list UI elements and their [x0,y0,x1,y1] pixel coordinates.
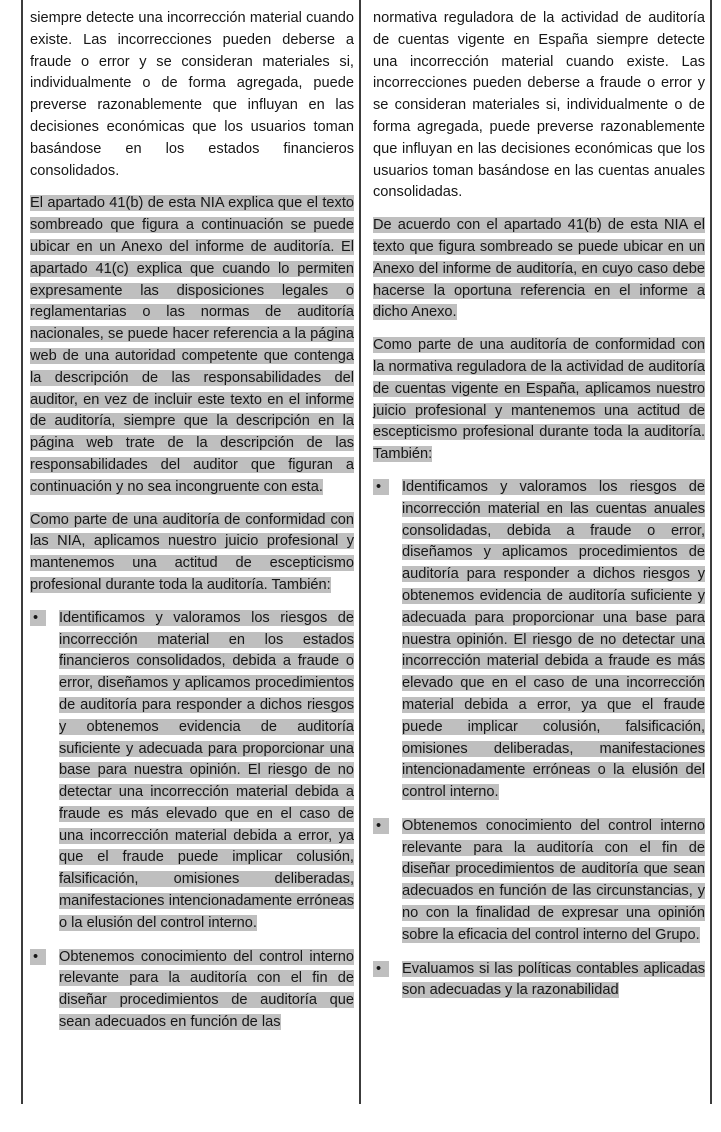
bullet-marker [373,477,402,804]
shaded-text: Identificamos y valoramos los riesgos de incorrección material en las cuentas anuales consolidadas, debida a fraude o error, diseñamos y aplicamos procedimientos de auditoría para responder a dichos riesgos y obtenemos evidencia de auditoría suficiente y adecuada para proporcionar una base para nuestra opinión. El riesgo de no detectar una incorrección material debida a fraude es más elevado que en el caso de una incorrección material debida a error, ya que el fraude puede implicar colusión, falsificación, omisiones deliberadas, manifestaciones intencionadamente erróneas o la elusión del control interno. [402,478,705,801]
note-paragraph-shaded-left [30,193,354,498]
two-column-table [21,0,712,1104]
column-right [361,0,710,1104]
bullet-marker [373,816,402,947]
bullet-glyph: • [373,479,389,495]
shaded-text: Obtenemos conocimiento del control interno relevante para la auditoría con el fin de diseñar procedimientos de auditoría que sean adecuados en función de las circunstancias, y no con la finalidad de expresar una opinión sobre la eficacia del control interno del Grupo. [402,817,705,943]
paragraph-audit-shaded-left [30,510,354,597]
paragraph-text: normativa reguladora de la actividad de auditoría de cuentas vigente en España siempre detecte una incorrección material cuando existe. Las incorrecciones pueden deberse a fraude o error y se consideran materiales si, individualmente o de forma agregada, puede preverse razonablemente que influyan en las decisiones económicas que los usuarios toman basándose en las cuentas anuales consolidadas. [373,10,705,201]
bullet-text [59,947,354,1034]
shaded-text: El apartado 41(b) de esta NIA explica que el texto sombreado que figura a continuación se puede ubicar en un Anexo del informe de auditoría. El apartado 41(c) explica que cuando lo permiten expresamente las disposiciones legales o reglamentarias o las normas de auditoría nacionales, se puede hacer referencia a la página web de una autoridad competente que contenga la descripción de las responsabilidades del auditor, en vez de incluir este texto en el informe de auditoría, siempre que la descripción en la página web trate de la descripción de las responsabilidades del auditor que figuran a continuación y no sea incongruente con esta. [30,195,354,495]
shaded-text: Obtenemos conocimiento del control interno relevante para la auditoría con el fin de diseñar procedimientos de auditoría que sean adecuados en función de las [59,948,354,1031]
bullet-item [373,959,705,1003]
bullet-item [373,816,705,947]
shaded-text: Como parte de una auditoría de conformidad con la normativa reguladora de la actividad de auditoría de cuentas vigente en España, aplicamos nuestro juicio profesional y mantenemos una actitud de escepticismo profesional durante toda la auditoría. También: [373,337,705,463]
shaded-text: De acuerdo con el apartado 41(b) de esta NIA el texto que figura sombreado se puede ubicar en un Anexo del informe de auditoría, en cuyo caso debe hacerse la oportuna referencia en el informe a dicho Anexo. [373,217,705,321]
paragraph-intro-right [373,8,705,204]
paragraph-text: siempre detecte una incorrección material cuando existe. Las incorrecciones pueden deberse a fraude o error y se consideran materiales si, individualmente o de forma agregada, puede preverse razonablemente que influyan en las decisiones económicas que los usuarios toman basándose en los estados financieros consolidados. [30,10,354,179]
note-paragraph-shaded-right [373,215,705,324]
bullet-glyph: • [373,961,389,977]
paragraph-intro-left [30,8,354,182]
bullet-marker [30,608,59,935]
shaded-text: Como parte de una auditoría de conformidad con las NIA, aplicamos nuestro juicio profesional y mantenemos una actitud de escepticismo profesional durante toda la auditoría. También: [30,511,354,593]
bullet-text [402,959,705,1003]
bullet-marker [30,947,59,1034]
bullet-text [402,816,705,947]
bullet-item [30,947,354,1034]
bullet-marker [373,959,402,1003]
shaded-text: Identificamos y valoramos los riesgos de incorrección material en los estados financieros consolidados, debida a fraude o error, diseñamos y aplicamos procedimientos de auditoría para responder a dichos riesgos y obtenemos evidencia de auditoría suficiente y adecuada para proporcionar una base para nuestra opinión. El riesgo de no detectar una incorrección material debida a fraude es más elevado que en el caso de una incorrección material debida a error, ya que el fraude puede implicar colusión, falsificación, omisiones deliberadas, manifestaciones intencionadamente erróneas o la elusión del control interno. [59,609,354,931]
bullet-text [402,477,705,804]
shaded-text: Evaluamos si las políticas contables aplicadas son adecuadas y la razonabilidad [402,960,705,999]
column-left [23,0,361,1104]
paragraph-audit-shaded-right [373,335,705,466]
bullet-glyph: • [373,818,389,834]
bullet-item [373,477,705,804]
bullet-item [30,608,354,935]
bullet-glyph: • [30,949,46,965]
bullet-text [59,608,354,935]
bullet-glyph: • [30,610,46,626]
